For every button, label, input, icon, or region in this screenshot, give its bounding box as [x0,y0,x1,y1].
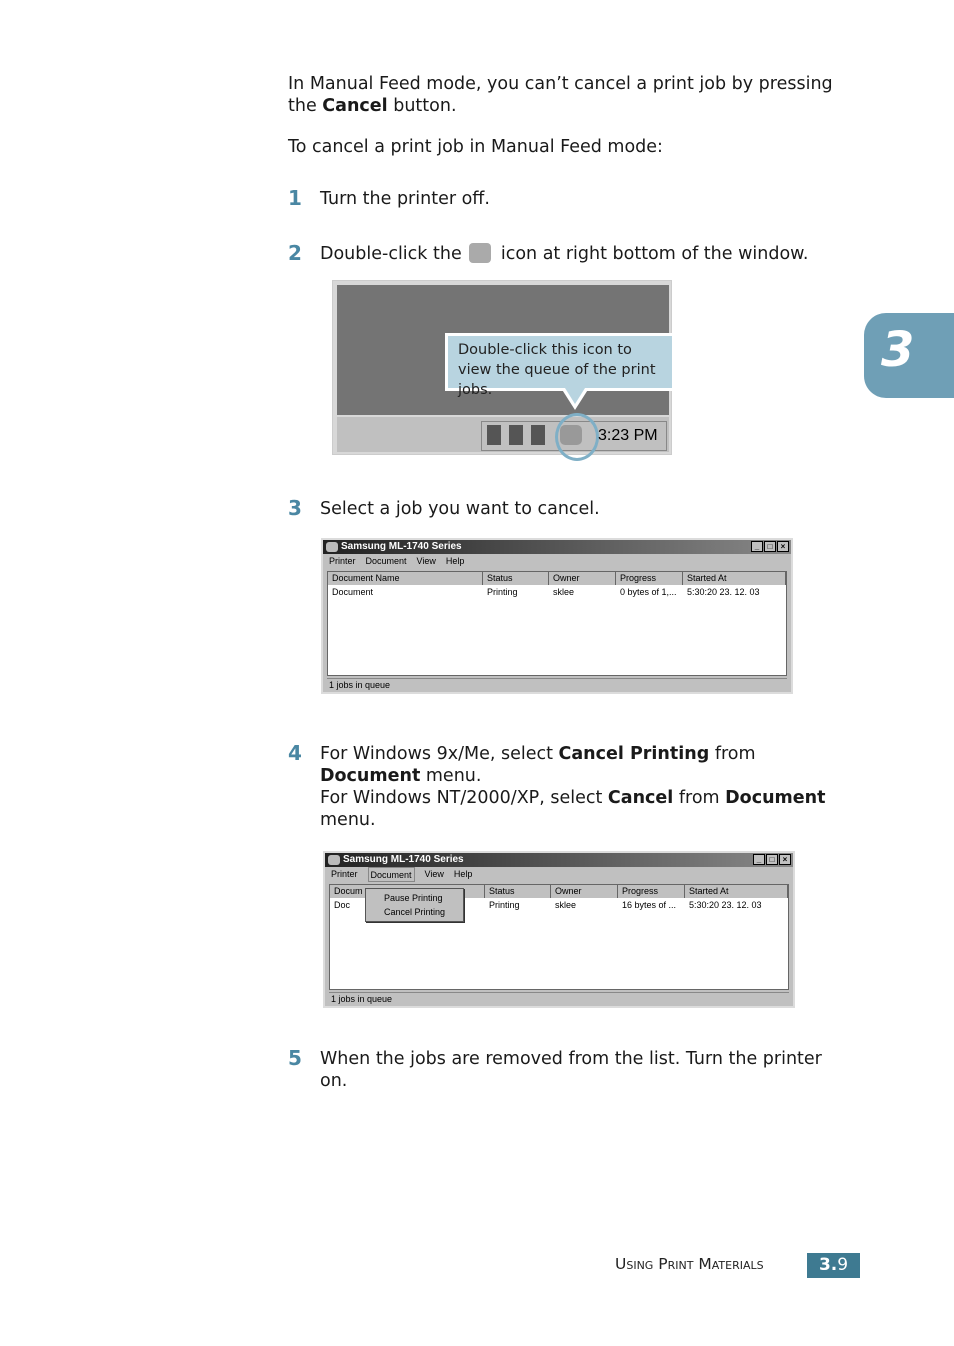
chapter-number: 3 [881,322,915,378]
menu-document[interactable]: Document [368,867,415,882]
column-header[interactable]: Status [483,572,549,585]
cell: Document [332,587,374,597]
print-queue-window-menu [323,851,795,1008]
clock: 3:23 PM [598,427,658,444]
footer-title: Using Print Materials [615,1255,764,1273]
menu-item-pause-printing[interactable]: Pause Printing [384,893,443,903]
menu-printer[interactable]: Printer [329,556,356,566]
status-bar: 1 jobs in queue [327,678,787,691]
intro-paragraph: In Manual Feed mode, you can’t cancel a print job by pressing the Cancel button. [288,74,833,116]
maximize-button[interactable]: □ [764,541,776,552]
menu-view[interactable]: View [416,556,436,566]
cell: 0 bytes of 1,... [620,587,677,597]
step-number: 5 [288,1046,302,1070]
step-number: 2 [288,241,302,265]
step-text: Double-click the icon at right bottom of the window. [320,244,809,264]
title-bar: Samsung ML-1740 Series _ □ × [325,853,793,867]
intro-instruction: To cancel a print job in Manual Feed mode: [288,137,663,157]
maximize-button[interactable]: □ [766,854,778,865]
step-number: 1 [288,186,302,210]
cell: 5:30:20 23. 12. 03 [687,587,760,597]
print-queue-window [321,538,793,694]
tooltip-callout: Double-click this icon to view the queue of the print jobs. [445,333,675,391]
menu-help[interactable]: Help [445,556,465,566]
close-button[interactable]: × [779,854,791,865]
cell: 16 bytes of ... [622,900,677,910]
menu-help[interactable]: Help [453,869,473,879]
job-list [327,571,787,676]
menu-item-cancel-printing[interactable]: Cancel Printing [384,907,446,917]
menu-document[interactable]: Document [365,556,407,566]
column-header[interactable]: Progress [618,885,685,898]
cell: Doc [334,900,351,910]
column-header[interactable]: Docum [330,885,485,898]
minimize-button[interactable]: _ [751,541,763,552]
step-text: Select a job you want to cancel. [320,499,600,519]
menu-view[interactable]: View [424,869,444,879]
cell: Printing [487,587,518,597]
step-number: 3 [288,496,302,520]
step-text: Turn the printer off. [320,189,490,209]
step-number: 4 [288,741,302,765]
menu-printer[interactable]: Printer [331,869,358,879]
cell: sklee [553,587,575,597]
step-text: When the jobs are removed from the list. Turn the printer on. [320,1049,822,1091]
column-header[interactable]: Owner [549,572,616,585]
menu-bar [323,554,791,569]
status-bar: 1 jobs in queue [329,992,789,1005]
cell: sklee [555,900,577,910]
close-button[interactable]: × [777,541,789,552]
printer-icon [469,243,491,263]
taskbar-screenshot [332,280,672,455]
table-row[interactable] [328,585,786,599]
column-header[interactable]: Started At [685,885,788,898]
title-bar: Samsung ML-1740 Series _ □ × [323,540,791,554]
printer-icon [326,542,338,552]
page-number-badge: 3.9 [807,1253,860,1278]
tray-icons [487,425,553,445]
printer-icon [328,855,340,865]
step-text: For Windows 9x/Me, select Cancel Printing from Document menu. For Windows NT/2000/XP, select Cancel from Document menu. [320,744,826,830]
document-dropdown-menu [365,888,464,922]
menu-bar [325,867,793,882]
minimize-button[interactable]: _ [753,854,765,865]
column-header[interactable]: Started At [683,572,786,585]
cell: 5:30:20 23. 12. 03 [689,900,762,910]
column-header[interactable]: Document Name [328,572,483,585]
column-header[interactable]: Status [485,885,551,898]
cell: Printing [489,900,520,910]
column-header[interactable]: Owner [551,885,618,898]
column-header[interactable]: Progress [616,572,683,585]
